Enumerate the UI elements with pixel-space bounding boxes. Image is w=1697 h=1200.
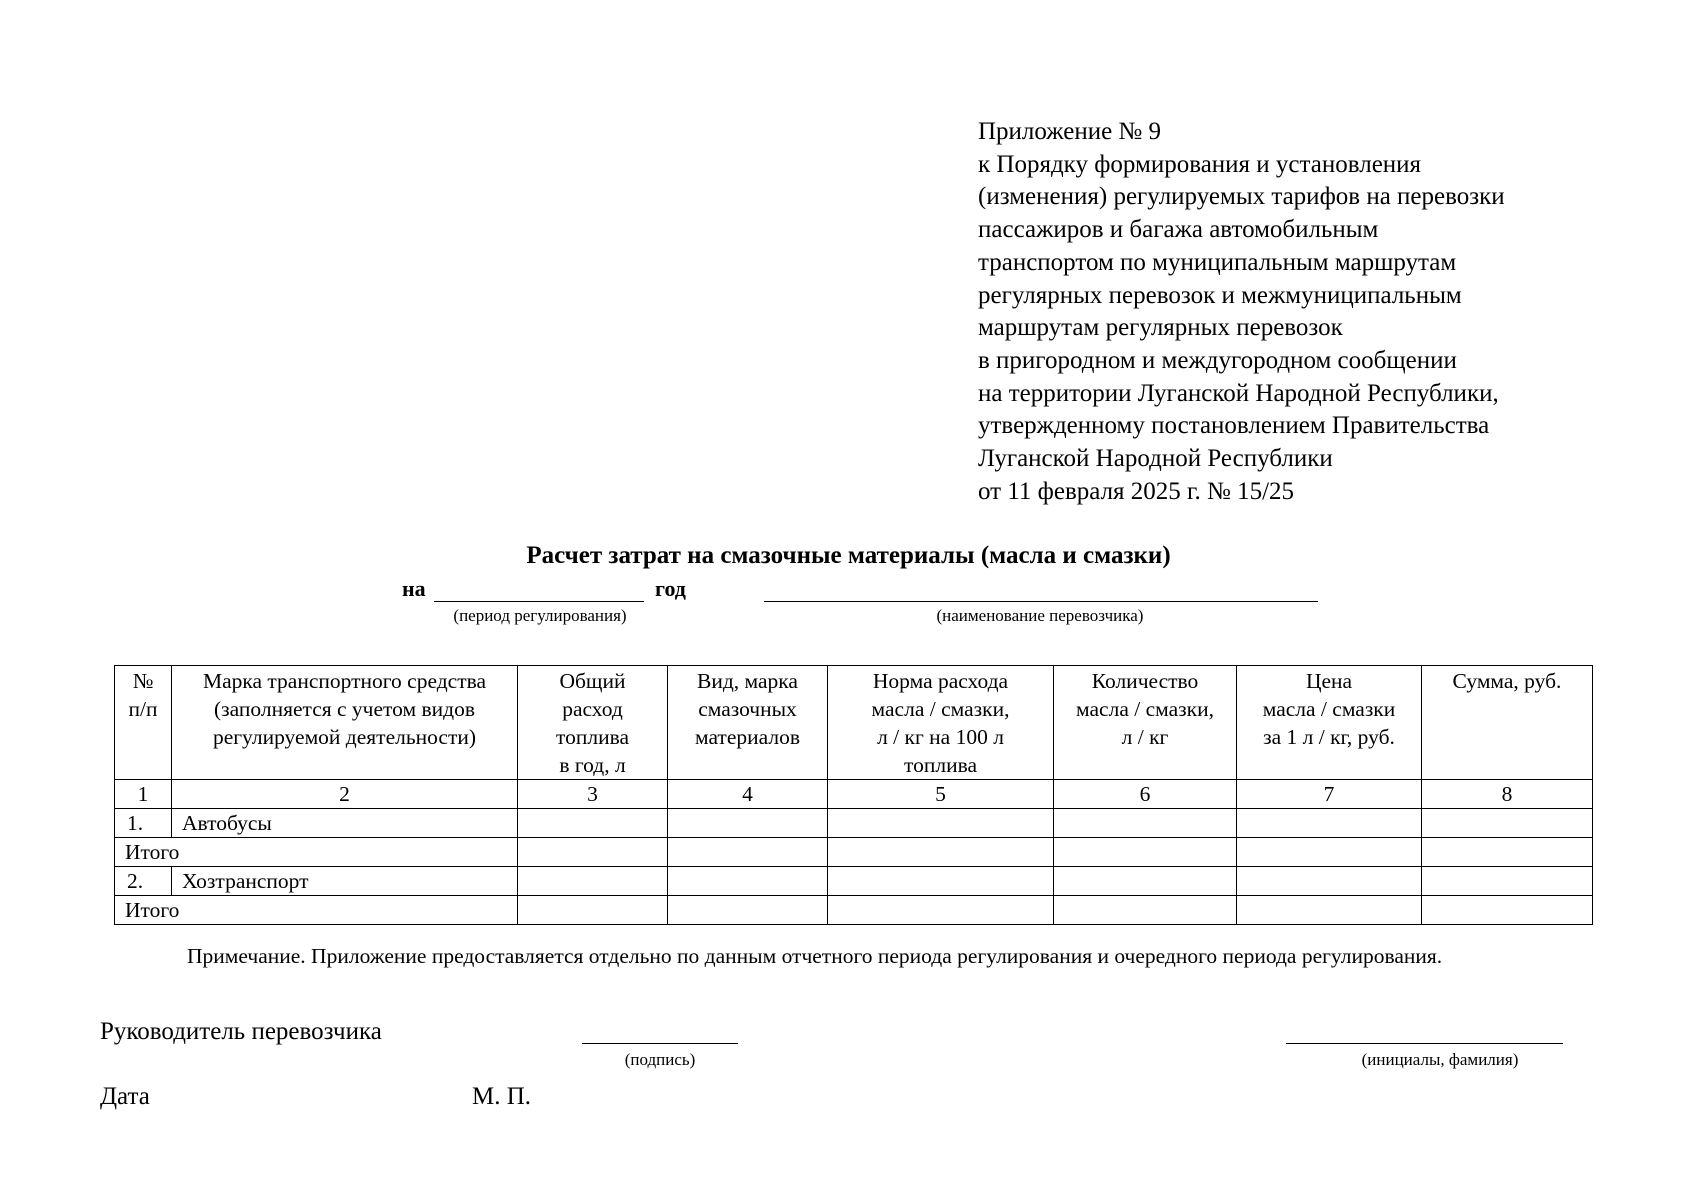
table-cell-input[interactable] [668, 809, 828, 838]
appendix-line: Луганской Народной Республики [978, 445, 1333, 473]
header-text: Марка транспортного средства [202, 669, 487, 693]
column-number: 4 [668, 780, 828, 809]
header-text: смазочных [698, 697, 797, 721]
appendix-line: утвержденному постановлением Правительства [978, 412, 1490, 440]
appendix-line: Приложение № 9 [978, 118, 1162, 145]
header-cell-quantity [1054, 666, 1237, 780]
name-caption: (инициалы, фамилия) [1361, 1050, 1519, 1069]
table-cell-input[interactable] [1422, 867, 1593, 896]
header-cell-number [115, 666, 172, 780]
header-cell-fuel [518, 666, 668, 780]
appendix-line: в пригородном и междугородном сообщении [978, 346, 1457, 374]
appendix-line: пассажиров и багажа автомобильным [978, 216, 1379, 244]
table-cell-input[interactable] [668, 896, 828, 925]
table-cell-input[interactable] [1237, 838, 1422, 867]
table-cell-input[interactable] [1422, 896, 1593, 925]
appendix-line: маршрутам регулярных перевозок [978, 314, 1343, 342]
table-cell-input[interactable] [828, 896, 1054, 925]
table-cell-input[interactable] [518, 867, 668, 896]
row-vehicle-name: Автобусы [172, 809, 518, 838]
column-number: 1 [115, 780, 172, 809]
header-text: за 1 л / кг, руб. [1263, 725, 1395, 749]
header-text: (заполняется с учетом видов [214, 697, 475, 721]
period-prefix: на [402, 576, 426, 601]
column-number-row [115, 780, 1593, 809]
table-cell-input[interactable] [518, 809, 668, 838]
signature-caption: (подпись) [624, 1050, 696, 1069]
note-text: Примечание. Приложение предоставляется отдельно по данным отчетного периода регулирования и очередного периода регулирования. [187, 944, 1443, 968]
table-row-total [115, 838, 1593, 867]
header-text: масла / смазки, [871, 697, 1010, 721]
table-cell-input[interactable] [518, 838, 668, 867]
column-number: 5 [828, 780, 1054, 809]
table-cell-input[interactable] [1422, 809, 1593, 838]
table-cell-input[interactable] [1237, 867, 1422, 896]
appendix-line: (изменения) регулируемых тарифов на перевозки [978, 183, 1505, 211]
header-text: Цена [1305, 669, 1353, 693]
table-cell-input[interactable] [668, 867, 828, 896]
header-text: топлива [555, 725, 629, 749]
table-cell-input[interactable] [1422, 838, 1593, 867]
header-text: п/п [128, 697, 158, 721]
column-number: 2 [172, 780, 518, 809]
header-cell-lubricant-type [668, 666, 828, 780]
header-text: топлива [903, 753, 977, 777]
header-cell-vehicle [172, 666, 518, 780]
signature-line[interactable] [582, 1043, 738, 1044]
row-number: 1. [115, 809, 172, 838]
appendix-line: к Порядку формирования и установления [978, 150, 1422, 178]
table-cell-input[interactable] [1054, 809, 1237, 838]
header-text: масла / смазки, [1076, 697, 1214, 721]
header-text: Сумма, руб. [1452, 669, 1562, 693]
row-vehicle-name: Хозтранспорт [172, 867, 518, 896]
name-line[interactable] [1286, 1043, 1563, 1044]
table-cell-input[interactable] [1054, 838, 1237, 867]
table-cell-input[interactable] [1237, 809, 1422, 838]
column-number: 3 [518, 780, 668, 809]
table-cell-input[interactable] [668, 838, 828, 867]
header-text: Количество [1091, 669, 1199, 693]
column-number: 8 [1422, 780, 1593, 809]
carrier-name-line[interactable] [764, 601, 1318, 602]
stamp-label: М. П. [472, 1083, 532, 1110]
table-header-row [115, 666, 1593, 780]
appendix-line: на территории Луганской Народной Республики, [978, 379, 1499, 407]
row-total-label: Итого [115, 838, 518, 867]
row-total-label: Итого [115, 896, 518, 925]
header-text: в год, л [559, 753, 626, 777]
table-cell-input[interactable] [1054, 896, 1237, 925]
period-suffix: год [655, 576, 686, 601]
header-text: расход [562, 697, 623, 721]
table-cell-input[interactable] [828, 867, 1054, 896]
column-number: 6 [1054, 780, 1237, 809]
header-cell-norm [828, 666, 1054, 780]
cost-table [114, 665, 1593, 925]
document-title: Расчет затрат на смазочные материалы (масла и смазки) [526, 542, 1171, 569]
row-number: 2. [115, 867, 172, 896]
header-text: № [132, 669, 154, 693]
table-row-utility-transport [115, 867, 1593, 896]
carrier-caption: (наименование перевозчика) [936, 606, 1144, 625]
appendix-line: от 11 февраля 2025 г. № 15/25 [978, 477, 1295, 505]
header-text: Общий [559, 669, 626, 693]
appendix-line: регулярных перевозок и межмуниципальным [978, 281, 1462, 309]
period-input-line[interactable] [434, 601, 644, 602]
head-of-carrier-label: Руководитель перевозчика [100, 1018, 382, 1045]
column-number: 7 [1237, 780, 1422, 809]
header-cell-price [1237, 666, 1422, 780]
appendix-line: транспортом по муниципальным маршрутам [978, 248, 1457, 276]
header-text: материалов [694, 725, 800, 749]
header-text: л / кг на 100 л [877, 725, 1004, 749]
header-text: Вид, марка [697, 669, 798, 693]
header-text: л / кг [1121, 725, 1169, 749]
table-row-total [115, 896, 1593, 925]
table-cell-input[interactable] [828, 838, 1054, 867]
table-cell-input[interactable] [518, 896, 668, 925]
header-text: регулируемой деятельности) [212, 725, 477, 749]
date-label: Дата [100, 1083, 150, 1110]
table-cell-input[interactable] [828, 809, 1054, 838]
header-text: масла / смазки [1262, 697, 1396, 721]
header-cell-sum [1422, 666, 1593, 780]
appendix-header [978, 116, 1618, 508]
table-cell-input[interactable] [1237, 896, 1422, 925]
table-row-buses [115, 809, 1593, 838]
table-cell-input[interactable] [1054, 867, 1237, 896]
header-text: Норма расхода [872, 669, 1009, 693]
period-caption: (период регулирования) [453, 606, 627, 625]
